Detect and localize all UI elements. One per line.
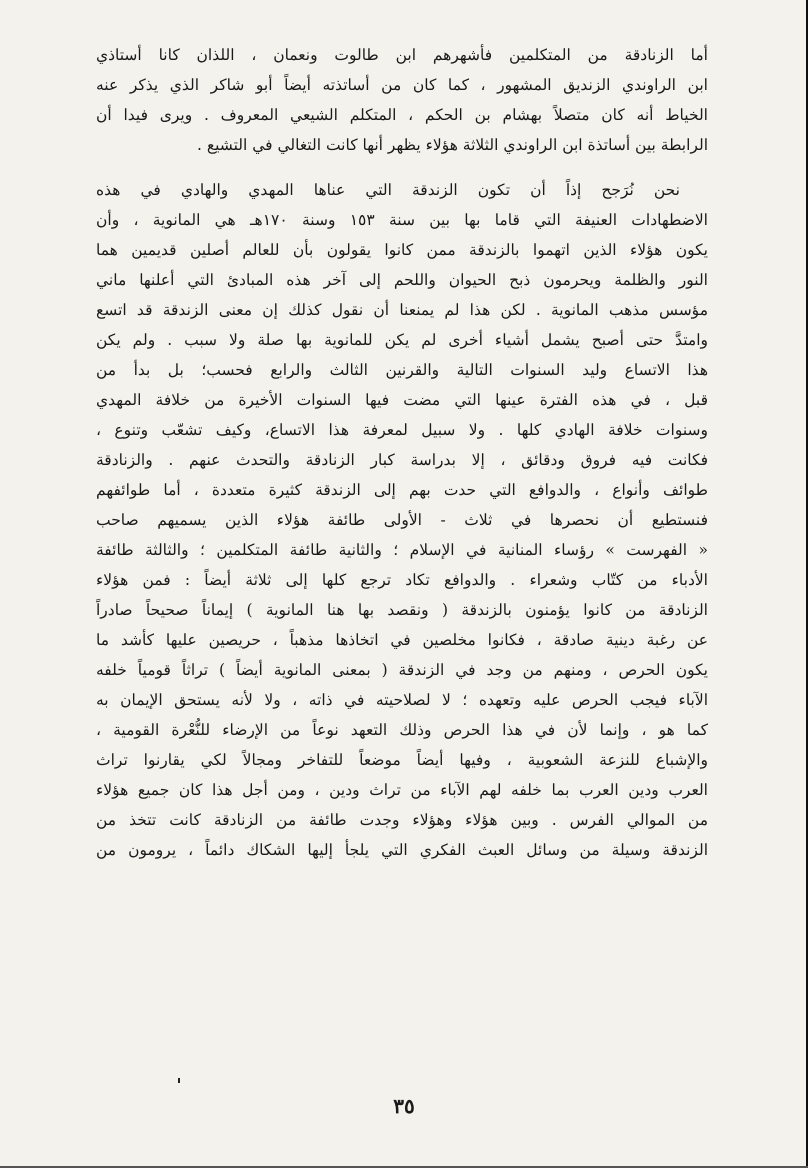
text-line: يكون هؤلاء الذين اتهموا بالزندقة ممن كانوا يقولون بأن للعالم أصلين قديمين هما — [96, 241, 708, 259]
text-line: الرابطة بين أساتذة ابن الراوندي الثلاثة هؤلاء يظهر أنها كانت التغالي في التشيع . — [196, 136, 708, 154]
text-line: والإشباع للنزعة الشعوبية ، وفيها أيضاً موضعاً للتفاخر ومجالاً لكي يقارنوا تراث — [96, 751, 708, 769]
text-line: هذا الاتساع وليد السنوات التالية والقرنين الثالث والرابع فحسب؛ بل بدأ من — [96, 361, 708, 379]
text-line: ابن الراوندي الزنديق المشهور ، كما كان من أساتذته أيضاً أبو شاكر الذي يذكر عنه — [96, 76, 708, 94]
page-number: ٣٥ — [393, 1094, 415, 1118]
text-line: الأدباء من كتّاب وشعراء . والدوافع تكاد ترجع كلها إلى ثلاثة أيضاً : فمن هؤلاء — [96, 571, 708, 589]
text-line: من الموالي الفرس . وبين هؤلاء وهؤلاء وجدت طائفة من الزنادقة كانت تتخذ من — [96, 811, 708, 829]
text-line: « الفهرست » رؤساء المنانية في الإسلام ؛ والثانية طائفة المتكلمين ؛ والثالثة طائفة — [96, 541, 708, 559]
ink-speck — [178, 1078, 180, 1083]
text-line: يكون الحرص ، ومنهم من وجد في الزندقة ( بمعنى المانوية أيضاً ) تراثاً قومياً خلفه — [96, 661, 708, 679]
text-line: الخياط أنه كان متصلاً بهشام بن الحكم ، المتكلم الشيعي المعروف . ويرى فيدا أن — [96, 106, 708, 124]
text-line: قبل ، في هذه الفترة عينها التي مضت فيها السنوات الأخيرة من خلافة المهدي — [96, 391, 708, 409]
page-body — [96, 40, 708, 865]
text-line: فنستطيع أن نحصرها في ثلاث - الأولى طائفة هؤلاء الذين يسميهم صاحب — [96, 511, 708, 529]
paragraph-2 — [96, 175, 708, 865]
text-line: طوائف وأنواع ، والدوافع التي حدت بهم إلى الزندقة كثيرة متعددة ، أما طوائفهم — [96, 481, 708, 499]
text-line: العرب ودين العرب بما خلفه لهم الآباء من تراث ودين ، ومن أجل هذا كان جميع هؤلاء — [96, 781, 708, 799]
text-line: الزنادقة من كانوا يؤمنون بالزندقة ( ونقصد بها هنا المانوية ) إيماناً صحيحاً صادراً — [96, 601, 708, 619]
text-line: فكانت فيه فروق ودقائق ، إلا بدراسة كبار الزنادقة والتحدث عنهم . والزنادقة — [96, 451, 708, 469]
text-line: الآباء فيجب الحرص عليه وتعهده ؛ لا لصلاحيته في ذاته ، ولا لأنه يستحق الإيمان به — [96, 691, 708, 709]
paragraph-1 — [96, 40, 708, 160]
text-line: الزندقة وسيلة من وسائل العبث الفكري التي يلجأ إليها الشكاك دائماً ، يرومون من — [96, 841, 708, 859]
text-line: النور والظلمة ويحرمون ذبح الحيوان واللحم إلى آخر هذه المبادئ التي أعلنها ماني — [96, 271, 708, 289]
text-line: مؤسس مذهب المانوية . لكن هذا لم يمنعنا أن نقول كذلك إن معنى الزندقة قد اتسع — [96, 301, 708, 319]
text-line: وامتدَّ حتى أصبح يشمل أشياء أخرى لم يكن للمانوية بها صلة ولا سبب . ولم يكن — [96, 331, 708, 349]
text-line: أما الزنادقة من المتكلمين فأشهرهم ابن طالوت ونعمان ، اللذان كانا أستاذي — [96, 46, 708, 64]
text-line: كما هو ، وإنما لأن في هذا الحرص وذلك التعهد نوعاً من الإرضاء للنُّعْرة القومية ، — [96, 721, 708, 739]
text-line: عن رغبة دينية صادقة ، فكانوا مخلصين في اتخاذها مذهباً ، حريصين عليها كأشد ما — [96, 631, 708, 649]
text-line: وسنوات خلافة الهادي كلها . ولا سبيل لمعرفة هذا الاتساع، وكيف تشعّب وتنوع ، — [96, 421, 708, 439]
text-line: نحن نُرَجح إذاً أن تكون الزندقة التي عناها المهدي والهادي في هذه — [96, 181, 680, 199]
text-line: الاضطهادات العنيفة التي قاما بها بين سنة ١٥٣ وسنة ١٧٠هـ هي المانوية ، وأن — [96, 211, 708, 229]
